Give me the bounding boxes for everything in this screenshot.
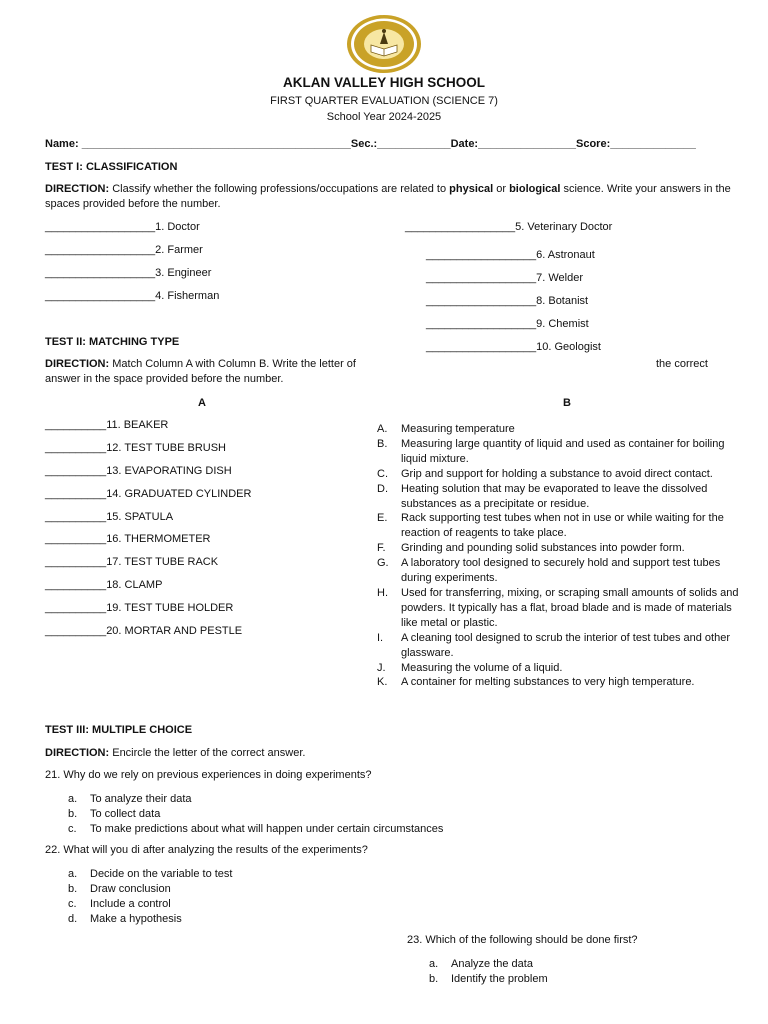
column-b-item: C. Grip and support for holding a substance to avoid direct contact. <box>377 467 713 480</box>
choice-option[interactable]: c. To make predictions about what will happen under certain circumstances <box>68 823 444 835</box>
test2-title: TEST II: MATCHING TYPE <box>45 336 180 348</box>
column-b-item: I. A cleaning tool designed to scrub the interior of test tubes and other glassware. <box>377 631 730 659</box>
test1-item[interactable]: __________________3. Engineer <box>45 267 212 279</box>
test2-direction: DIRECTION: Match Column A with Column B. Write the letter of <box>45 358 356 370</box>
column-b-item: J. Measuring the volume of a liquid. <box>377 661 563 674</box>
question-22: 22. What will you di after analyzing the results of the experiments? <box>45 844 368 856</box>
column-b-item: A. Measuring temperature <box>377 423 515 435</box>
column-b-list <box>377 422 747 690</box>
school-seal <box>344 14 424 74</box>
test1-item[interactable]: __________________5. Veterinary Doctor <box>405 221 613 233</box>
test1-item[interactable]: __________________4. Fisherman <box>45 290 220 302</box>
choice-option[interactable]: a. Decide on the variable to test <box>68 868 233 880</box>
question-23: 23. Which of the following should be done first? <box>407 934 638 946</box>
question-22-options <box>68 867 232 927</box>
test3-title: TEST III: MULTIPLE CHOICE <box>45 724 193 736</box>
column-a-item[interactable]: __________17. TEST TUBE RACK <box>45 556 219 568</box>
choice-option[interactable]: c. Include a control <box>68 898 171 910</box>
test1-item[interactable]: __________________1. Doctor <box>45 221 200 233</box>
choice-option[interactable]: a. To analyze their data <box>68 793 192 805</box>
choice-option[interactable]: b. To collect data <box>68 808 161 820</box>
column-a-item[interactable]: __________19. TEST TUBE HOLDER <box>45 602 234 614</box>
test2-direction-line2: answer in the space provided before the number. <box>45 373 284 385</box>
column-a-item[interactable]: __________16. THERMOMETER <box>45 533 211 545</box>
test1-item[interactable]: __________________2. Farmer <box>45 244 203 256</box>
test1-direction: DIRECTION: Classify whether the following professions/occupations are related to physical or biological science. Write your answers in the spaces provided before the number. <box>45 183 731 210</box>
question-21-options <box>68 792 443 837</box>
column-b-item: E. Rack supporting test tubes when not in use or while waiting for the reaction of reagents to take place. <box>377 512 724 540</box>
column-a-item[interactable]: __________20. MORTAR AND PESTLE <box>45 625 243 637</box>
choice-option[interactable]: b. Identify the problem <box>429 973 548 985</box>
school-year: School Year 2024-2025 <box>326 111 442 123</box>
choice-option[interactable]: b. Draw conclusion <box>68 883 171 895</box>
score-blank[interactable]: ______________ <box>610 138 696 150</box>
column-b-header: B <box>563 397 571 409</box>
choice-option[interactable]: a. Analyze the data <box>429 958 533 970</box>
column-a-item[interactable]: __________14. GRADUATED CYLINDER <box>45 488 252 500</box>
column-a-item[interactable]: __________15. SPATULA <box>45 511 174 523</box>
question-23-options <box>429 957 548 987</box>
test1-item[interactable]: __________________10. Geologist <box>426 341 601 353</box>
column-a-item[interactable]: __________12. TEST TUBE BRUSH <box>45 442 227 454</box>
exam-title: FIRST QUARTER EVALUATION (SCIENCE 7) <box>270 95 498 107</box>
column-b-item: H. Used for transferring, mixing, or scraping small amounts of solids and powders. It typically has a flat, broad blade and is made of materials like metal or plastic. <box>377 586 739 629</box>
column-a-header: A <box>198 397 206 409</box>
column-a-item[interactable]: __________18. CLAMP <box>45 579 163 591</box>
column-b-item: F. Grinding and pounding solid substances into powder form. <box>377 542 685 555</box>
school-name: AKLAN VALLEY HIGH SCHOOL <box>282 75 485 90</box>
test2-direction-tail: the correct <box>656 358 708 370</box>
test1-item[interactable]: __________________8. Botanist <box>426 295 589 307</box>
choice-option[interactable]: d. Make a hypothesis <box>68 913 182 925</box>
student-info-line <box>45 138 696 150</box>
column-a-item[interactable]: __________13. EVAPORATING DISH <box>45 465 232 477</box>
column-a-item[interactable]: __________11. BEAKER <box>45 419 169 431</box>
date-blank[interactable]: ________________ <box>478 138 576 150</box>
test1-item[interactable]: __________________6. Astronaut <box>426 249 595 261</box>
test1-item[interactable]: __________________9. Chemist <box>426 318 589 330</box>
score-label: Score: <box>576 138 611 150</box>
date-label: Date: <box>450 138 479 150</box>
column-b-item: D. Heating solution that may be evaporated to leave the dissolved substances as a precipitate or residue. <box>377 482 708 510</box>
section-blank[interactable]: ____________ <box>377 138 451 150</box>
test1-title: TEST I: CLASSIFICATION <box>45 161 178 173</box>
name-label: Name: <box>45 138 79 150</box>
column-b-item: K. A container for melting substances to very high temperature. <box>377 676 695 689</box>
test3-direction: DIRECTION: Encircle the letter of the correct answer. <box>45 747 306 759</box>
name-blank[interactable]: ____________________________________________ <box>81 138 351 150</box>
column-b-item: B. Measuring large quantity of liquid and used as container for boiling liquid mixture. <box>377 437 725 465</box>
question-21: 21. Why do we rely on previous experiences in doing experiments? <box>45 769 372 781</box>
column-b-item: G. A laboratory tool designed to securely hold and support test tubes during experiments. <box>377 557 721 585</box>
test1-item[interactable]: __________________7. Welder <box>426 272 583 284</box>
section-label: Sec.: <box>350 138 378 150</box>
